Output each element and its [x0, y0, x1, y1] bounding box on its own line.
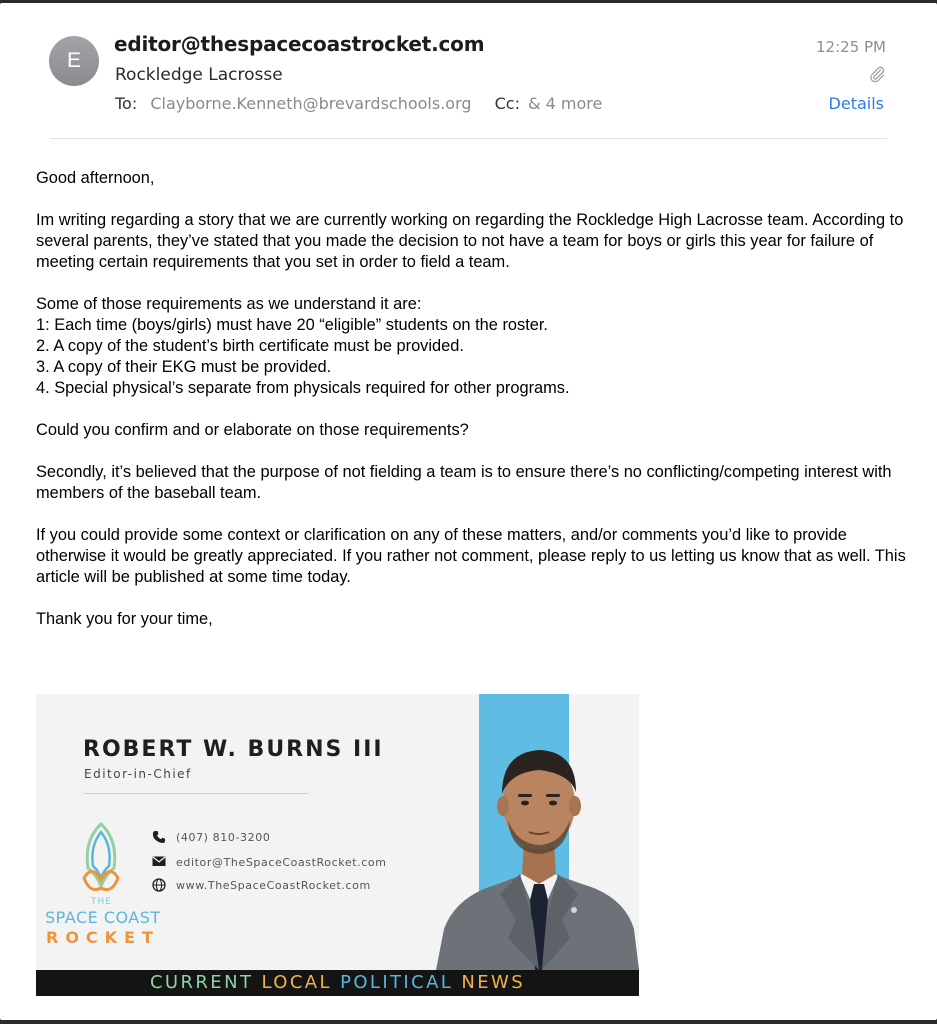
requirement-item: 3. A copy of their EKG must be provided. [36, 358, 332, 376]
paperclip-icon[interactable] [869, 65, 885, 83]
logo-space-coast: SPACE COAST [45, 908, 161, 927]
banner-word-current: CURRENT [149, 972, 254, 993]
body-paragraph: Im writing regarding a story that we are currently working on regarding the Rockledge High Lacrosse team. According to several parents, they’ve stated that you made the decision to not have a team for boys or girls this year for failure of meeting certain requirements that you set in order to field a team. [36, 211, 904, 271]
cc-more-link[interactable]: & 4 more [528, 94, 603, 113]
to-label: To: [115, 94, 138, 113]
rocket-logo-icon [76, 822, 126, 896]
requirements-block [36, 294, 906, 399]
sender-address[interactable]: editor@thespacecoastrocket.com [114, 32, 485, 56]
banner-word-political: POLITICAL [340, 972, 454, 993]
signature-card [36, 694, 639, 996]
globe-icon [152, 878, 166, 892]
cc-label: Cc: [494, 94, 520, 113]
email-address[interactable]: editor@TheSpaceCoastRocket.com [176, 856, 387, 869]
message-subject: Rockledge Lacrosse [115, 65, 283, 85]
signature-divider [84, 793, 308, 794]
body-paragraph: Secondly, it’s believed that the purpose of not fielding a team is to ensure there’s no conflicting/competing interest with members of the baseball team. [36, 463, 892, 502]
mail-icon [152, 855, 166, 867]
phone-icon [152, 830, 166, 844]
body-paragraph: If you could provide some context or clarification on any of these matters, and/or comments you’d like to provide otherwise it would be greatly appreciated. If you rather not comment, please reply to us letting us know that as well. This article will be published at some time today. [36, 526, 906, 586]
to-address[interactable]: Clayborne.Kenneth@brevardschools.org [150, 94, 472, 113]
banner-word-news: NEWS [461, 972, 526, 993]
requirement-item: 2. A copy of the student’s birth certificate must be provided. [36, 337, 464, 355]
requirements-intro: Some of those requirements as we understand it are: [36, 295, 422, 313]
signature-title: Editor-in-Chief [84, 767, 192, 781]
header-divider [50, 138, 887, 139]
closing: Thank you for your time, [36, 610, 213, 628]
signature-banner [36, 970, 639, 996]
greeting: Good afternoon, [36, 169, 155, 187]
banner-word-local: LOCAL [261, 972, 332, 993]
logo-the: THE [91, 897, 112, 907]
question-paragraph: Could you confirm and or elaborate on those requirements? [36, 421, 469, 439]
sender-avatar[interactable]: E [49, 36, 99, 86]
requirement-item: 4. Special physical’s separate from physicals required for other programs. [36, 379, 570, 397]
phone-number[interactable]: (407) 810-3200 [176, 831, 271, 844]
message-time: 12:25 PM [816, 38, 886, 56]
editor-portrait [436, 724, 639, 970]
website-link[interactable]: www.TheSpaceCoastRocket.com [176, 879, 371, 892]
logo-rocket: ROCKET [46, 928, 160, 947]
signature-name: ROBERT W. BURNS III [83, 737, 384, 762]
message-body [36, 168, 906, 630]
requirement-item: 1: Each time (boys/girls) must have 20 “eligible” students on the roster. [36, 316, 548, 334]
details-link[interactable]: Details [828, 94, 884, 113]
mail-message-window [0, 3, 937, 1020]
recipients-row [115, 94, 602, 113]
